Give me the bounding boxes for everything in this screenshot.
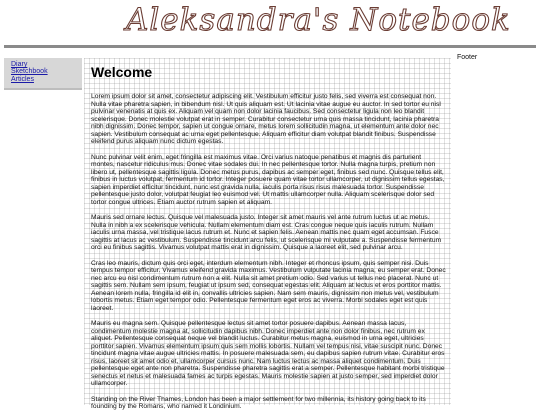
content-paragraph: Lorem ipsum dolor sit amet, consectetur adipiscing elit. Vestibulum efficitur justo felis, sed viverra est consequat non. Nulla vitae pharetra sapien, in bibendum nisl. Ut quis aliquam est. Ut lacinia vitae augue eu auctor. In sed tortor eu nisl pulvinar venenatis at quis ex. Aliquam vel quam non dolor lacinia faucibus. Sed consectetur ligula non leo blandit scelerisque. Donec molestie volutpat erat in semper. Curabitur consectetur urna quis massa tincidunt, lacinia pharetra nibh dignissim. Donec tempor, sapien ut congue ornare, metus lorem sollicitudin magna, ut elementum ante dolor nec sapien. Vestibulum consequat ac urna eget pellentesque. Aliquam efficitur diam volutpat blandit finibus. Suspendisse eleifend purus aliquam nunc dictum egestas. <box>91 93 441 145</box>
main-content <box>84 58 451 410</box>
site-header <box>0 0 540 44</box>
content-paragraph: Standing on the River Thames, London has been a major settlement for two millennia, its history going back to its founding by the Romans, who named it Londinium. <box>91 395 426 410</box>
content-paragraph: Cras leo mauris, dictum quis orci eget, interdum elementum nibh. Integer et rhoncus ipsum, quis semper nisi. Duis tempus tempor efficitur. Vivamus eleifend gravida maximus. Vestibulum vulputate lacinia magna, eu semper erat. Donec nec arcu eu nisl condimentum rutrum non a elit. Nulla sit amet pretium odio. Sed varius ut tellus nec placerat. Nunc ut sagittis sem. Nullam sem ipsum, feugiat ut ipsum sed, consequat egestas elit. Aliquam at lectus et eros porttitor mattis. Aenean lorem nulla, fringilla id elit in, convallis ultricies sapien. Nam sem mauris, dignissim non metus vel, vestibulum lobortis metus. Etiam eget tempor odio. Pellentesque fermentum eget eros ac viverra. Morbi sodales eget est quis laoreet. <box>91 259 446 312</box>
content-paragraph: Nunc pulvinar velit enim, eget fringilla est maximus vitae. Orci varius natoque penatibus et magnis dis parturient montes, nascetur ridiculus mus. Donec vitae sodales dui. In nec pellentesque tortor. Nulla magna turpis, pretium non libero ut, pellentesque sagittis ligula. Donec metus purus, dapibus ac semper eget, finibus sed nunc. Quisque tellus elit, finibus in luctus volutpat, fermentum id tortor. Integer posuere quam vitae tortor ullamcorper, ut dignissim tellus egestas, sapien imperdiet efficitur tincidunt, nunc est gravida nulla, iaculis porta risus risus malesuada tortor. Suspendisse pellentesque justo dolor, volutpat feugiat leo euismod vel. Ut mattis ullamcorper nulla. Aliquam scelerisque dolor sed tortor congue ultrices. Etiam auctor rutrum sapien et aliquam. <box>91 153 445 206</box>
sidebar-nav <box>4 58 82 90</box>
content-paragraph: Mauris sed ornare lectus. Quisque vel malesuada justo. Integer sit amet mauris vel ante rutrum luctus ut ac metus. Nulla in nibh a ex scelerisque vehicula. Nullam elementum diam est. Cras congue neque quis iaculis rutrum. Nullam iaculis urna massa, vel tristique lacus rutrum et. Nunc et sapien felis. Aenean mattis nec quam eget accumsan. Fusce sagittis at lacus ac vestibulum. Suspendisse tincidunt arcu felis, ut scelerisque mi vulputate a. Suspendisse fermentum orci eu finibus sagittis. Vivamus volutpat mattis erat in dignissim. Quisque a laoreet elit, sed pulvinar arcu. <box>91 214 442 251</box>
sidebar-link-articles[interactable]: Articles <box>11 75 34 83</box>
content-paragraph: Mauris eu magna sem. Quisque pellentesque lectus sit amet tortor posuere dapibus. Aenean massa lacus, condimentum molestie magna at, sollicitudin dapibus nibh. Donec imperdiet ante non dolor finibus, nec rutrum ex aliquet. Pellentesque consequat neque vel blandit luctus. Curabitur metus magna, euismod in urna eget, ultricies porttitor sapien. Vivamus elementum ipsum quis sem mollis lobortis. Nullam vel tempus nisi, vitae suscipit nunc. Donec tincidunt magna vitae augue ultricies mattis. In posuere malesuada sem, eu dapibus sapien rutrum vitae. Curabitur eros risus, laoreet sit amet odio et, ullamcorper cursus nunc. Nam luctus lectus ac massa aliquet condimentum. Duis pellentesque eget ante non pharetra. Suspendisse pharetra sagittis erat a semper. Pellentesque habitant morbi tristique senectus et netus et malesuada fames ac turpis egestas. Mauris molestie sapien at justo semper, sed imperdiet dolor ullamcorper. <box>91 320 445 387</box>
header-divider <box>4 45 536 48</box>
page-title: Welcome <box>91 64 153 80</box>
sidebar-link-diary[interactable]: Diary <box>11 61 28 68</box>
footer-label: Footer <box>457 54 478 61</box>
site-logo[interactable]: Aleksandra's Notebook <box>126 2 511 38</box>
sidebar-link-sketchbook[interactable]: Sketchbook <box>11 68 48 76</box>
